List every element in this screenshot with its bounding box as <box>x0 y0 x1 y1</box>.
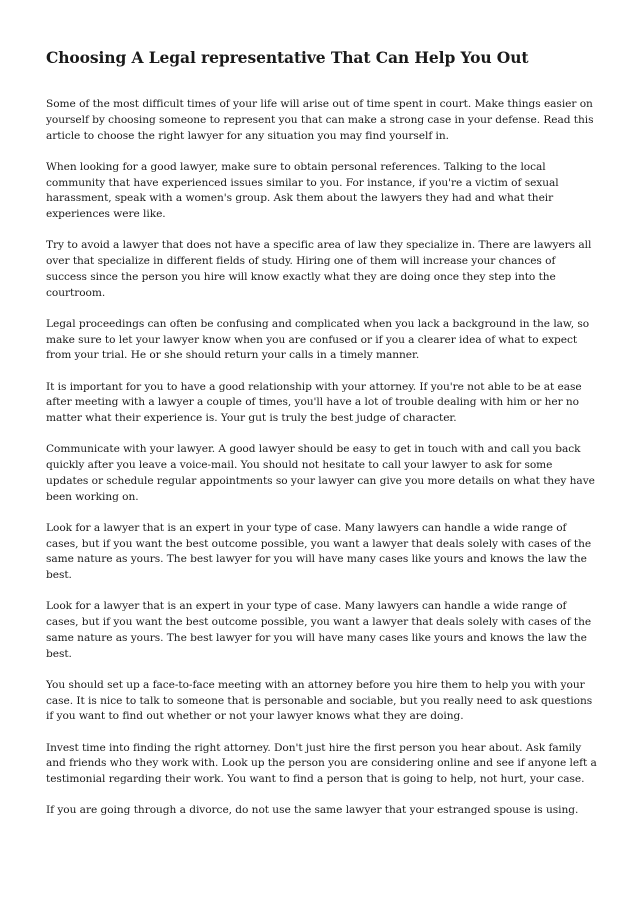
paragraph-6: Communicate with your lawyer. A good lawyer should be easy to get in touch with and call you back quickly after you leave a voice-mail. You should not hesitate to call your lawyer to ask for some updates or schedule regular appointments so your lawyer can give you more details on what they have been working on. <box>46 443 595 503</box>
paragraph-1: Some of the most difficult times of your life will arise out of time spent in court. Make things easier on yourself by choosing someone to represent you that can make a strong case in your defense. Read this article to choose the right lawyer for any situation you may find yourself in. <box>46 98 594 142</box>
paragraph-11: If you are going through a divorce, do not use the same lawyer that your estranged spouse is using. <box>46 804 579 817</box>
document-page <box>46 47 598 835</box>
paragraph-4: Legal proceedings can often be confusing and complicated when you lack a background in the law, so make sure to let your lawyer know when you are confused or if you a clearer idea of what to expect from your trial. He or she should return your calls in a timely manner. <box>46 317 590 362</box>
paragraph-2: When looking for a good lawyer, make sure to obtain personal references. Talking to the local community that have experienced issues similar to you. For instance, if you're a victim of sexual harassment, speak with a women's group. Ask them about the lawyers they had and what their experiences were like. <box>46 160 559 220</box>
paragraph-7: Look for a lawyer that is an expert in your type of case. Many lawyers can handle a wide range of cases, but if you want the best outcome possible, you want a lawyer that deals solely with cases of the same nature as yours. The best lawyer for you will have many cases like yours and knows the law the best. <box>46 521 592 581</box>
paragraph-5: It is important for you to have a good relationship with your attorney. If you're not able to be at ease after meeting with a lawyer a couple of times, you'll have a lot of trouble dealing with him or her no matter what their experience is. Your gut is truly the best judge of character. <box>46 380 582 424</box>
paragraph-8: Look for a lawyer that is an expert in your type of case. Many lawyers can handle a wide range of cases, but if you want the best outcome possible, you want a lawyer that deals solely with cases of the same nature as yours. The best lawyer for you will have many cases like yours and knows the law the best. <box>46 600 592 660</box>
paragraph-9: You should set up a face-to-face meeting with an attorney before you hire them to help you with your case. It is nice to talk to someone that is personable and sociable, but you really need to ask questions if you want to find out whether or not your lawyer knows what they are doing. <box>46 678 593 723</box>
paragraph-3: Try to avoid a lawyer that does not have a specific area of law they specialize in. There are lawyers all over that specialize in different fields of study. Hiring one of them will increase your chances of success since the person you hire will know exactly what they are doing once they step into the courtroom. <box>46 239 592 299</box>
paragraph-10: Invest time into finding the right attorney. Don't just hire the first person you hear about. Ask family and friends who they work with. Look up the person you are considering online and see if anyone left a testimonial regarding their work. You want to find a person that is going to help, not hurt, your case. <box>46 741 597 785</box>
page-title: Choosing A Legal representative That Can Help You Out <box>46 48 529 67</box>
